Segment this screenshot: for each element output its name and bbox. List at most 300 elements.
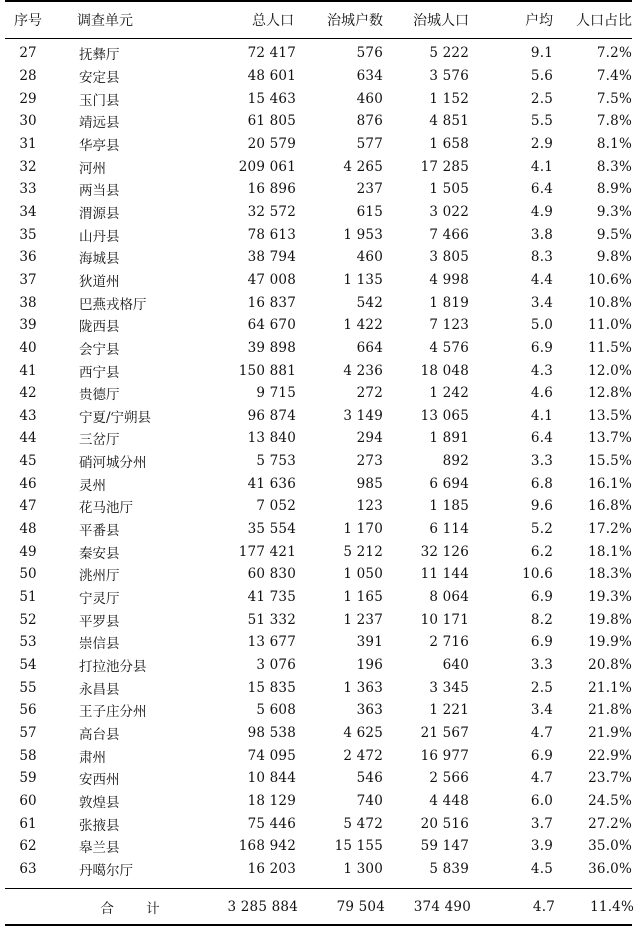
- cell-city-households: 2 472: [343, 747, 383, 764]
- table-row: [5, 586, 632, 609]
- cell-per-household: 3.8: [530, 226, 553, 243]
- cell-pop-share: 21.1%: [588, 679, 632, 696]
- table-row: [5, 65, 632, 88]
- cell-city-pop: 1 658: [429, 135, 469, 152]
- cell-city-pop: 6 114: [429, 521, 469, 538]
- table-row: [5, 608, 632, 631]
- cell-total-pop: 60 830: [247, 566, 296, 583]
- cell-city-households: 664: [356, 339, 383, 356]
- cell-unit: 宁夏/宁朔县: [79, 409, 152, 426]
- cell-city-pop: 4 576: [429, 339, 469, 356]
- cell-seq: 45: [19, 453, 37, 470]
- cell-city-pop: 3 576: [429, 67, 469, 84]
- cell-total-pop: 96 874: [247, 407, 296, 424]
- cell-unit: 平罗县: [79, 613, 120, 630]
- cell-seq: 39: [19, 317, 37, 334]
- totals-city-households: 79 504: [336, 899, 385, 915]
- cell-seq: 61: [19, 815, 37, 832]
- cell-per-household: 5.6: [530, 67, 553, 84]
- cell-city-pop: 18 048: [420, 362, 469, 379]
- cell-city-pop: 1 185: [429, 498, 469, 515]
- cell-pop-share: 19.8%: [588, 611, 632, 628]
- cell-seq: 52: [19, 611, 37, 628]
- cell-city-households: 542: [356, 294, 383, 311]
- totals-total-pop: 3 285 884: [227, 899, 298, 915]
- cell-unit: 西宁县: [79, 364, 120, 381]
- cell-per-household: 2.5: [530, 679, 553, 696]
- cell-city-households: 5 212: [343, 543, 383, 560]
- cell-unit: 洮州厅: [79, 568, 120, 585]
- cell-city-households: 1 135: [343, 271, 383, 288]
- data-table: [5, 42, 632, 880]
- table-row: [5, 699, 632, 722]
- cell-total-pop: 75 446: [247, 815, 296, 832]
- table-row: [5, 472, 632, 495]
- cell-city-pop: 7 466: [429, 226, 469, 243]
- cell-total-pop: 9 715: [256, 385, 296, 402]
- table-row: [5, 744, 632, 767]
- table-row: [5, 291, 632, 314]
- table-row: [5, 42, 632, 65]
- cell-per-household: 3.7: [530, 815, 553, 832]
- cell-city-households: 3 149: [343, 407, 383, 424]
- table-row: [5, 835, 632, 858]
- table-row: [5, 269, 632, 292]
- cell-city-pop: 8 064: [429, 589, 469, 606]
- cell-pop-share: 23.7%: [588, 770, 632, 787]
- header-city-pop: 治城人口: [413, 13, 469, 29]
- totals-city-pop: 374 490: [413, 899, 471, 915]
- cell-city-households: 1 953: [343, 226, 383, 243]
- table-row: [5, 495, 632, 518]
- cell-unit: 敦煌县: [79, 794, 120, 811]
- cell-per-household: 3.3: [530, 657, 553, 674]
- cell-city-pop: 3 022: [429, 203, 469, 220]
- cell-city-pop: 4 448: [429, 792, 469, 809]
- cell-city-households: 1 237: [343, 611, 383, 628]
- cell-per-household: 2.9: [530, 135, 553, 152]
- cell-per-household: 6.2: [530, 543, 553, 560]
- cell-unit: 陇西县: [79, 319, 120, 336]
- cell-seq: 49: [19, 543, 37, 560]
- cell-city-households: 576: [356, 45, 383, 62]
- cell-unit: 山丹县: [79, 228, 120, 245]
- cell-per-household: 3.9: [530, 838, 553, 855]
- cell-seq: 63: [19, 860, 37, 877]
- cell-city-households: 294: [356, 430, 383, 447]
- cell-per-household: 8.2: [530, 611, 553, 628]
- cell-total-pop: 20 579: [247, 135, 296, 152]
- cell-seq: 60: [19, 792, 37, 809]
- cell-total-pop: 209 061: [238, 158, 296, 175]
- cell-seq: 57: [19, 725, 37, 742]
- cell-seq: 47: [19, 498, 37, 515]
- cell-seq: 42: [19, 385, 37, 402]
- cell-pop-share: 10.8%: [588, 294, 632, 311]
- cell-city-pop: 2 566: [429, 770, 469, 787]
- cell-total-pop: 16 203: [247, 860, 296, 877]
- cell-seq: 58: [19, 747, 37, 764]
- cell-total-pop: 32 572: [247, 203, 296, 220]
- cell-per-household: 3.4: [530, 294, 553, 311]
- cell-pop-share: 13.7%: [588, 430, 632, 447]
- cell-city-households: 876: [356, 113, 383, 130]
- cell-city-pop: 16 977: [420, 747, 469, 764]
- cell-total-pop: 16 837: [247, 294, 296, 311]
- cell-unit: 安西州: [79, 772, 120, 789]
- cell-city-pop: 3 805: [429, 249, 469, 266]
- cell-city-households: 272: [356, 385, 383, 402]
- header-table: [5, 2, 632, 38]
- cell-pop-share: 15.5%: [588, 453, 632, 470]
- cell-unit: 贵德厅: [79, 387, 120, 404]
- cell-city-households: 237: [356, 181, 383, 198]
- cell-pop-share: 8.3%: [596, 158, 632, 175]
- cell-city-pop: 59 147: [420, 838, 469, 855]
- cell-total-pop: 10 844: [247, 770, 296, 787]
- cell-city-households: 615: [356, 203, 383, 220]
- cell-city-pop: 892: [442, 453, 469, 470]
- cell-total-pop: 177 421: [238, 543, 296, 560]
- totals-row: [5, 890, 634, 924]
- cell-total-pop: 168 942: [238, 838, 296, 855]
- cell-city-households: 273: [356, 453, 383, 470]
- cell-seq: 62: [19, 838, 37, 855]
- cell-seq: 48: [19, 521, 37, 538]
- cell-city-pop: 5 839: [429, 860, 469, 877]
- cell-unit: 平番县: [79, 523, 120, 540]
- cell-unit: 高台县: [79, 727, 120, 744]
- cell-total-pop: 35 554: [247, 521, 296, 538]
- cell-unit: 永昌县: [79, 681, 120, 698]
- cell-city-pop: 4 851: [429, 113, 469, 130]
- table-row: [5, 382, 632, 405]
- cell-per-household: 10.6: [522, 566, 553, 583]
- cell-city-households: 4 625: [343, 725, 383, 742]
- cell-unit: 硝河城分州: [79, 455, 147, 472]
- cell-unit: 花马池厅: [79, 500, 133, 517]
- cell-per-household: 3.3: [530, 453, 553, 470]
- table-row: [5, 246, 632, 269]
- cell-city-households: 1 165: [343, 589, 383, 606]
- cell-seq: 46: [19, 475, 37, 492]
- cell-city-pop: 11 144: [420, 566, 469, 583]
- cell-unit: 河州: [79, 160, 106, 177]
- table-row: [5, 812, 632, 835]
- cell-seq: 50: [19, 566, 37, 583]
- cell-unit: 打拉池分县: [79, 659, 147, 676]
- header-unit: 调查单元: [77, 13, 133, 29]
- cell-unit: 华亭县: [79, 137, 120, 154]
- cell-seq: 34: [19, 203, 37, 220]
- cell-seq: 43: [19, 407, 37, 424]
- cell-per-household: 6.9: [530, 634, 553, 651]
- table-row: [5, 155, 632, 178]
- cell-seq: 27: [19, 45, 37, 62]
- cell-total-pop: 39 898: [247, 339, 296, 356]
- cell-pop-share: 11.0%: [588, 317, 632, 334]
- cell-total-pop: 41 735: [247, 589, 296, 606]
- cell-pop-share: 22.9%: [588, 747, 632, 764]
- cell-pop-share: 36.0%: [588, 860, 632, 877]
- cell-total-pop: 15 463: [247, 90, 296, 107]
- cell-seq: 44: [19, 430, 37, 447]
- cell-unit: 海城县: [79, 251, 120, 268]
- cell-city-pop: 1 891: [429, 430, 469, 447]
- cell-pop-share: 18.3%: [588, 566, 632, 583]
- cell-seq: 53: [19, 634, 37, 651]
- cell-total-pop: 3 076: [256, 657, 296, 674]
- header-per-household: 户均: [525, 13, 553, 29]
- cell-seq: 56: [19, 702, 37, 719]
- cell-per-household: 5.5: [530, 113, 553, 130]
- cell-seq: 29: [19, 90, 37, 107]
- cell-per-household: 4.9: [530, 203, 553, 220]
- cell-per-household: 5.0: [530, 317, 553, 334]
- cell-total-pop: 7 052: [256, 498, 296, 515]
- table-row: [5, 767, 632, 790]
- cell-city-households: 15 155: [334, 838, 383, 855]
- totals-table: [5, 890, 634, 924]
- cell-pop-share: 13.5%: [588, 407, 632, 424]
- cell-per-household: 4.1: [530, 158, 553, 175]
- cell-total-pop: 13 677: [247, 634, 296, 651]
- cell-per-household: 8.3: [530, 249, 553, 266]
- totals-label: 合 计: [100, 901, 174, 917]
- table-row: [5, 654, 632, 677]
- cell-city-pop: 13 065: [420, 407, 469, 424]
- cell-seq: 40: [19, 339, 37, 356]
- cell-city-households: 391: [356, 634, 383, 651]
- table-row: [5, 540, 632, 563]
- cell-per-household: 4.7: [530, 770, 553, 787]
- table-row: [5, 563, 632, 586]
- cell-pop-share: 18.1%: [588, 543, 632, 560]
- totals-per-household: 4.7: [532, 899, 555, 915]
- table-row: [5, 223, 632, 246]
- cell-pop-share: 21.9%: [588, 725, 632, 742]
- cell-total-pop: 15 835: [247, 679, 296, 696]
- cell-city-pop: 1 242: [429, 385, 469, 402]
- cell-pop-share: 10.6%: [588, 271, 632, 288]
- cell-city-pop: 1 819: [429, 294, 469, 311]
- cell-pop-share: 7.5%: [596, 90, 632, 107]
- cell-city-pop: 1 505: [429, 181, 469, 198]
- table-row: [5, 790, 632, 813]
- totals-seq-blank: [5, 890, 51, 924]
- cell-city-households: 634: [356, 67, 383, 84]
- table-row: [5, 133, 632, 156]
- cell-pop-share: 16.1%: [588, 475, 632, 492]
- cell-per-household: 3.4: [530, 702, 553, 719]
- cell-seq: 41: [19, 362, 37, 379]
- cell-seq: 37: [19, 271, 37, 288]
- cell-pop-share: 9.3%: [596, 203, 632, 220]
- cell-unit: 渭源县: [79, 205, 120, 222]
- header-seq: 序号: [14, 13, 42, 29]
- cell-pop-share: 9.8%: [596, 249, 632, 266]
- cell-city-households: 1 300: [343, 860, 383, 877]
- header-city-households: 治城户数: [327, 13, 383, 29]
- cell-pop-share: 7.8%: [596, 113, 632, 130]
- cell-total-pop: 13 840: [247, 430, 296, 447]
- cell-pop-share: 24.5%: [588, 792, 632, 809]
- table-row: [5, 314, 632, 337]
- cell-seq: 35: [19, 226, 37, 243]
- cell-total-pop: 74 095: [247, 747, 296, 764]
- cell-pop-share: 17.2%: [588, 521, 632, 538]
- cell-total-pop: 41 636: [247, 475, 296, 492]
- cell-unit: 抚彝厅: [79, 47, 120, 64]
- cell-city-households: 4 265: [343, 158, 383, 175]
- cell-pop-share: 8.1%: [596, 135, 632, 152]
- totals-pop-share: 11.4%: [590, 899, 634, 915]
- cell-city-households: 1 050: [343, 566, 383, 583]
- cell-pop-share: 12.8%: [588, 385, 632, 402]
- cell-seq: 55: [19, 679, 37, 696]
- cell-seq: 38: [19, 294, 37, 311]
- cell-total-pop: 98 538: [247, 725, 296, 742]
- cell-total-pop: 5 753: [256, 453, 296, 470]
- cell-total-pop: 16 896: [247, 181, 296, 198]
- header-pop-share: 人口占比: [576, 13, 632, 29]
- table-row: [5, 631, 632, 654]
- cell-pop-share: 11.5%: [588, 339, 632, 356]
- cell-unit: 丹噶尔厅: [79, 862, 133, 879]
- table-row: [5, 87, 632, 110]
- table-row: [5, 359, 632, 382]
- cell-total-pop: 150 881: [238, 362, 296, 379]
- table-row: [5, 450, 632, 473]
- cell-city-households: 1 422: [343, 317, 383, 334]
- cell-unit: 宁灵厅: [79, 591, 120, 608]
- cell-city-households: 740: [356, 792, 383, 809]
- cell-city-pop: 20 516: [420, 815, 469, 832]
- cell-unit: 秦安县: [79, 545, 120, 562]
- cell-city-pop: 10 171: [420, 611, 469, 628]
- cell-city-households: 1 363: [343, 679, 383, 696]
- cell-per-household: 6.4: [530, 430, 553, 447]
- cell-total-pop: 5 608: [256, 702, 296, 719]
- cell-city-households: 4 236: [343, 362, 383, 379]
- cell-pop-share: 16.8%: [588, 498, 632, 515]
- cell-unit: 张掖县: [79, 817, 120, 834]
- cell-per-household: 4.7: [530, 725, 553, 742]
- cell-pop-share: 9.5%: [596, 226, 632, 243]
- cell-per-household: 5.2: [530, 521, 553, 538]
- cell-pop-share: 12.0%: [588, 362, 632, 379]
- cell-per-household: 9.6: [530, 498, 553, 515]
- table-row: [5, 337, 632, 360]
- cell-city-households: 985: [356, 475, 383, 492]
- cell-per-household: 6.9: [530, 747, 553, 764]
- cell-unit: 狄道州: [79, 273, 120, 290]
- cell-per-household: 6.9: [530, 589, 553, 606]
- cell-per-household: 4.6: [530, 385, 553, 402]
- cell-city-households: 196: [356, 657, 383, 674]
- cell-unit: 肃州: [79, 749, 106, 766]
- cell-per-household: 6.4: [530, 181, 553, 198]
- table-row: [5, 201, 632, 224]
- table-row: [5, 722, 632, 745]
- cell-city-pop: 2 716: [429, 634, 469, 651]
- cell-city-pop: 6 694: [429, 475, 469, 492]
- cell-unit: 会宁县: [79, 341, 120, 358]
- cell-city-households: 363: [356, 702, 383, 719]
- cell-city-pop: 640: [442, 657, 469, 674]
- cell-total-pop: 47 008: [247, 271, 296, 288]
- table-row: [5, 405, 632, 428]
- cell-pop-share: 27.2%: [588, 815, 632, 832]
- cell-seq: 59: [19, 770, 37, 787]
- cell-city-pop: 3 345: [429, 679, 469, 696]
- cell-total-pop: 61 805: [247, 113, 296, 130]
- cell-city-pop: 32 126: [420, 543, 469, 560]
- cell-pop-share: 7.2%: [596, 45, 632, 62]
- cell-per-household: 2.5: [530, 90, 553, 107]
- cell-city-households: 460: [356, 90, 383, 107]
- cell-total-pop: 51 332: [247, 611, 296, 628]
- table-row: [5, 110, 632, 133]
- cell-seq: 30: [19, 113, 37, 130]
- cell-city-pop: 4 998: [429, 271, 469, 288]
- cell-city-pop: 7 123: [429, 317, 469, 334]
- cell-seq: 54: [19, 657, 37, 674]
- totals-rule: [5, 888, 632, 889]
- table-row: [5, 676, 632, 699]
- cell-seq: 31: [19, 135, 37, 152]
- table-row: [5, 518, 632, 541]
- cell-city-households: 123: [356, 498, 383, 515]
- cell-total-pop: 38 794: [247, 249, 296, 266]
- data-table-body: [5, 42, 632, 880]
- cell-city-households: 546: [356, 770, 383, 787]
- cell-unit: 灵州: [79, 477, 106, 494]
- cell-total-pop: 18 129: [247, 792, 296, 809]
- cell-unit: 王子庄分州: [79, 704, 147, 721]
- cell-pop-share: 7.4%: [596, 67, 632, 84]
- cell-total-pop: 48 601: [247, 67, 296, 84]
- cell-per-household: 6.8: [530, 475, 553, 492]
- cell-per-household: 4.4: [530, 271, 553, 288]
- cell-seq: 33: [19, 181, 37, 198]
- cell-city-households: 460: [356, 249, 383, 266]
- cell-pop-share: 19.9%: [588, 634, 632, 651]
- cell-total-pop: 72 417: [247, 45, 296, 62]
- cell-pop-share: 21.8%: [588, 702, 632, 719]
- cell-seq: 51: [19, 589, 37, 606]
- cell-city-pop: 1 152: [429, 90, 469, 107]
- cell-city-households: 5 472: [343, 815, 383, 832]
- cell-city-pop: 17 285: [420, 158, 469, 175]
- table-row: [5, 858, 632, 881]
- cell-per-household: 4.5: [530, 860, 553, 877]
- cell-seq: 28: [19, 67, 37, 84]
- header-rule: [5, 38, 632, 39]
- cell-pop-share: 20.8%: [588, 657, 632, 674]
- cell-per-household: 4.1: [530, 407, 553, 424]
- cell-unit: 崇信县: [79, 636, 120, 653]
- cell-city-pop: 5 222: [429, 45, 469, 62]
- cell-per-household: 4.3: [530, 362, 553, 379]
- cell-city-households: 1 170: [343, 521, 383, 538]
- cell-unit: 玉门县: [79, 92, 120, 109]
- cell-pop-share: 19.3%: [588, 589, 632, 606]
- cell-per-household: 9.1: [530, 45, 553, 62]
- cell-pop-share: 35.0%: [588, 838, 632, 855]
- cell-per-household: 6.0: [530, 792, 553, 809]
- cell-unit: 皋兰县: [79, 840, 120, 857]
